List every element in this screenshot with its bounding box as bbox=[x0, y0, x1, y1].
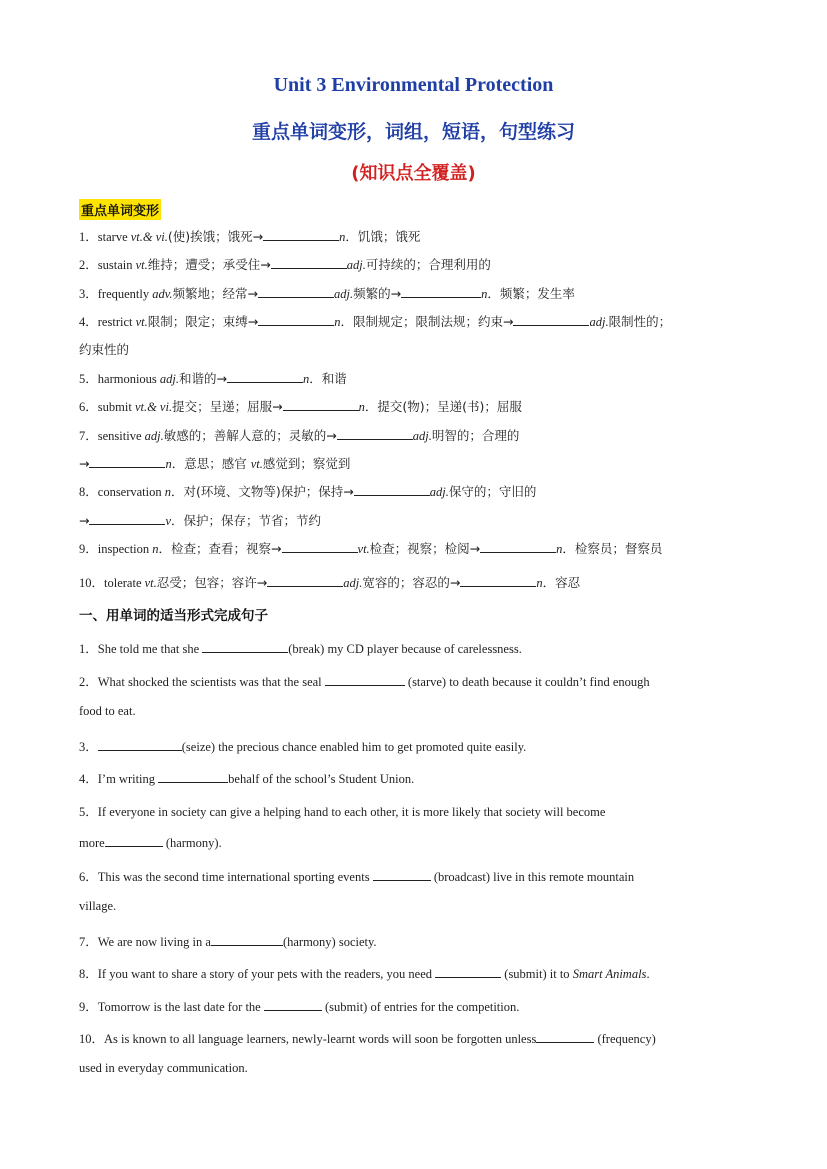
answer-blank[interactable] bbox=[211, 933, 283, 946]
exercise-line-6: 6．This was the second time international sporting events (broadcast) live in this remote mountain bbox=[79, 870, 635, 884]
page-title: Unit 3 Environmental Protection bbox=[273, 74, 554, 96]
answer-blank[interactable] bbox=[258, 285, 334, 298]
answer-blank[interactable] bbox=[158, 770, 228, 783]
answer-blank[interactable] bbox=[373, 868, 431, 881]
answer-blank[interactable] bbox=[202, 640, 288, 653]
page-subtitle-coverage: (知识点全覆盖) bbox=[351, 163, 476, 184]
answer-blank[interactable] bbox=[536, 1030, 594, 1043]
exercise-line-3: 3． (seize) the precious chance enabled him to get promoted quite easily. bbox=[79, 740, 527, 754]
answer-blank[interactable] bbox=[283, 398, 359, 411]
answer-blank[interactable] bbox=[435, 965, 501, 978]
exercise-line-4: 4．I’m writing behalf of the school’s Student Union. bbox=[79, 772, 415, 786]
vocab-item-5: 5．harmonious adj.和谐的→ n．和谐 bbox=[79, 371, 347, 386]
answer-blank[interactable] bbox=[264, 998, 322, 1011]
exercise-line-2: 2．What shocked the scientists was that the seal (starve) to death because it couldn’t find enough bbox=[79, 675, 650, 689]
answer-blank[interactable] bbox=[227, 370, 303, 383]
answer-blank[interactable] bbox=[513, 313, 589, 326]
answer-blank[interactable] bbox=[271, 256, 347, 269]
exercise-line-6-cont: village. bbox=[79, 899, 117, 913]
vocab-item-2: 2．sustain vt.维持；遭受；承受住→ adj.可持续的；合理利用的 bbox=[79, 257, 491, 272]
vocab-item-8: 8．conservation n．对(环境、文物等)保护；保持→ adj.保守的；守旧的 bbox=[79, 484, 537, 499]
answer-blank[interactable] bbox=[480, 540, 556, 553]
answer-blank[interactable] bbox=[325, 673, 405, 686]
exercise-section-heading: 一、用单词的适当形式完成句子 bbox=[79, 608, 268, 624]
vocab-item-3: 3．frequently adv.频繁地；经常→ adj.频繁的→ n．频繁；发生率 bbox=[79, 286, 575, 301]
vocab-item-4: 4．restrict vt.限制；限定；束缚→ n．限制规定；限制法规；约束→ adj.限制性的； bbox=[79, 314, 672, 329]
answer-blank[interactable] bbox=[401, 285, 481, 298]
vocab-section-label: 重点单词变形 bbox=[79, 199, 161, 220]
answer-blank[interactable] bbox=[258, 313, 334, 326]
answer-blank[interactable] bbox=[105, 834, 163, 847]
exercise-line-10: 10．As is known to all language learners, newly-learnt words will soon be forgotten unless (frequency) bbox=[79, 1032, 656, 1046]
vocab-item-10: 10．tolerate vt.忍受；包容；容许→ adj.宽容的；容忍的→ n．容忍 bbox=[79, 575, 581, 590]
vocab-item-7-cont: → n．意思；感官 vt.感觉到；察觉到 bbox=[79, 456, 351, 471]
answer-blank[interactable] bbox=[460, 574, 536, 587]
answer-blank[interactable] bbox=[354, 483, 430, 496]
answer-blank[interactable] bbox=[337, 427, 413, 440]
exercise-line-8: 8．If you want to share a story of your pets with the readers, you need (submit) it to Smart Animals. bbox=[79, 967, 650, 981]
answer-blank[interactable] bbox=[89, 455, 165, 468]
exercise-line-5-cont: more (harmony). bbox=[79, 836, 222, 850]
answer-blank[interactable] bbox=[267, 574, 343, 587]
answer-blank[interactable] bbox=[282, 540, 358, 553]
exercise-line-1: 1．She told me that she (break) my CD player because of carelessness. bbox=[79, 642, 522, 656]
answer-blank[interactable] bbox=[89, 512, 165, 525]
vocab-item-7: 7．sensitive adj.敏感的；善解人意的；灵敏的→ adj.明智的；合理的 bbox=[79, 428, 520, 443]
vocab-item-6: 6．submit vt.& vi.提交；呈递；屈服→ n．提交(物)；呈递(书)；屈服 bbox=[79, 399, 522, 414]
vocab-item-4-cont: 约束性的 bbox=[79, 342, 130, 357]
exercise-line-5: 5．If everyone in society can give a helping hand to each other, it is more likely that society will become bbox=[79, 805, 606, 819]
exercise-line-2-cont: food to eat. bbox=[79, 704, 136, 718]
page-subtitle: 重点单词变形，词组，短语，句型练习 bbox=[251, 121, 575, 143]
vocab-item-8-cont: → v．保护；保存；节省；节约 bbox=[79, 513, 322, 528]
answer-blank[interactable] bbox=[98, 738, 182, 751]
answer-blank[interactable] bbox=[263, 228, 339, 241]
exercise-line-7: 7．We are now living in a (harmony) society. bbox=[79, 935, 377, 949]
exercise-line-10-cont: used in everyday communication. bbox=[79, 1061, 248, 1075]
vocab-item-1: 1．starve vt.& vi.(使)挨饿；饿死→ n．饥饿；饿死 bbox=[79, 229, 421, 244]
vocab-item-9: 9．inspection n．检查；查看；视察→ vt.检查；视察；检阅→ n．检察员；督察员 bbox=[79, 541, 663, 556]
exercise-line-9: 9．Tomorrow is the last date for the (submit) of entries for the competition. bbox=[79, 1000, 520, 1014]
